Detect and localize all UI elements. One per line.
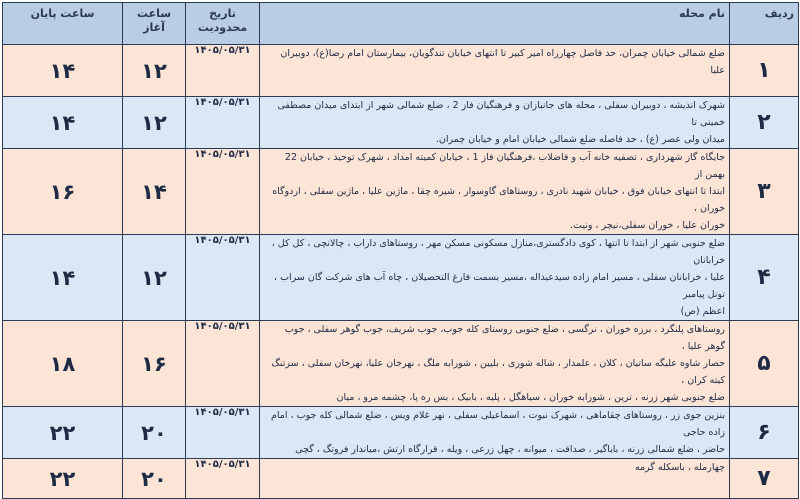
area-line: حاضر ، ضلع شمالی زرنه ، باباگیر ، صداقت ، میوانه ، چهل زرعی ، ویله ، قرارگاه ارتش ،میاندار فروتگ ، گچی (295, 444, 725, 455)
end-time: ۱۸ (3, 321, 123, 407)
table-row (3, 459, 799, 499)
end-time: ۱۴ (3, 45, 123, 97)
start-time: ۱۲ (123, 235, 186, 321)
schedule-table-container (2, 2, 798, 491)
area-line: علیا ، خرابانان سفلی ، مسیر امام زاده سیدعبداله ،مسیر بسمت فارغ التحصیلان ، چاه آب های شرکت گان سراب ، تونل پیامبر (274, 272, 725, 300)
area-line: ضلع جنوبی شهر از ابتدا تا انتها ، کوی دادگستری،منازل مسکونی مسکن مهر ، روستاهای داراب ، چالانچی ، کل کل ، خرابانان (271, 238, 725, 266)
header-start-time: ساعت آغاز (123, 3, 186, 45)
area-name (260, 321, 730, 407)
table-row (3, 235, 799, 321)
outage-schedule-table (2, 2, 799, 499)
area-line: حصار شاوه علیگه ساتیان ، کلان ، علمدار ، شاله شوری ، بلیین ، شورابه ملگ ، نهرخان علیا، نهرخان سفلی ، سرتنگ کیته کران ، (271, 358, 725, 386)
row-number: ۵ (730, 321, 799, 407)
end-time: ۱۴ (3, 235, 123, 321)
restriction-date: ۱۴۰۵/۰۵/۳۱ (186, 459, 260, 499)
area-line: ضلع جنوبی شهر زرنه ، ترین ، شورابه خوران ، سیاهگل ، پلیه ، بابیک ، بس ره پا، چشمه مرو ، میان (336, 392, 725, 403)
area-line: خوران علیا ، خوران سفلی،نیچر ، ونیت. (569, 220, 725, 231)
header-area-name: نام محله (260, 3, 730, 45)
restriction-date: ۱۴۰۵/۰۵/۳۱ (186, 45, 260, 97)
start-time: ۲۰ (123, 459, 186, 499)
area-line: جایگاه گاز شهرداری ، تصفیه خانه آب و فاضلاب ،فرهنگیان فاز 1 ، خیابان کمیته امداد ، شهرک توحید ، خیابان 22 بهمن از (284, 152, 725, 180)
area-name (260, 45, 730, 97)
row-number: ۱ (730, 45, 799, 97)
header-end-time: ساعت پایان (3, 3, 123, 45)
row-number: ۷ (730, 459, 799, 499)
area-name (260, 459, 730, 499)
table-row (3, 321, 799, 407)
restriction-date: ۱۴۰۵/۰۵/۳۱ (186, 149, 260, 235)
row-number: ۳ (730, 149, 799, 235)
end-time: ۱۴ (3, 97, 123, 149)
area-line: ضلع شمالی خیابان چمران، حد فاصل چهارراه امیر کبیر تا انتهای خیابان تندگویان، بیمارستان امام رضا(ع)، دوبیران علیا (280, 48, 725, 76)
end-time: ۱۶ (3, 149, 123, 235)
table-row (3, 45, 799, 97)
header-row-number: ردیف (730, 3, 799, 45)
area-name (260, 407, 730, 459)
area-name (260, 235, 730, 321)
start-time: ۱۲ (123, 45, 186, 97)
area-line: روستاهای پلنگرد ، برزه خوران ، نرگسی ، ضلع جنوبی روستای کله جوب، جوب شریف، جوب گوهر سفلی ، جوب گوهر علیا ، (284, 324, 725, 352)
area-line: میدان ولی عصر (ع) ، حد فاصله ضلع شمالی خیابان امام و خیابان چمران. (435, 134, 725, 145)
start-time: ۱۴ (123, 149, 186, 235)
area-line: شهرک اندیشه ، دوبیران سفلی ، محله های جانبازان و فرهنگیان فاز 2 ، ضلع شمالی شهر از ابتدای میدان مصطفی خمینی تا (277, 100, 725, 128)
table-header-row (3, 3, 799, 45)
restriction-date: ۱۴۰۵/۰۵/۳۱ (186, 321, 260, 407)
restriction-date: ۱۴۰۵/۰۵/۳۱ (186, 235, 260, 321)
restriction-date: ۱۴۰۵/۰۵/۳۱ (186, 97, 260, 149)
table-row (3, 149, 799, 235)
start-time: ۱۶ (123, 321, 186, 407)
table-row (3, 97, 799, 149)
area-name (260, 97, 730, 149)
table-row (3, 407, 799, 459)
end-time: ۲۲ (3, 459, 123, 499)
area-line: اعظم (ص) (680, 306, 725, 317)
row-number: ۶ (730, 407, 799, 459)
start-time: ۲۰ (123, 407, 186, 459)
area-line: بنزین جوی زر ، روستاهای چقاماهی ، شهرک نبوت ، اسماعیلی سفلی ، نهر غلام ویس ، ضلع شمالی کله جوب ، امام زاده حاجی (271, 410, 725, 438)
header-date: تاریخ محدودیت (186, 3, 260, 45)
end-time: ۲۲ (3, 407, 123, 459)
row-number: ۲ (730, 97, 799, 149)
area-line: چهارمله ، باسکله گرمه (634, 462, 725, 473)
area-name (260, 149, 730, 235)
row-number: ۴ (730, 235, 799, 321)
area-line: ابتدا تا انتهای خیابان فوق ، خیابان شهید نادری ، روستاهای گاوسوار ، شیره چقا ، ماژین علیا ، ماژین سفلی ، اردوگاه خوران ، (272, 186, 725, 214)
restriction-date: ۱۴۰۵/۰۵/۳۱ (186, 407, 260, 459)
start-time: ۱۲ (123, 97, 186, 149)
